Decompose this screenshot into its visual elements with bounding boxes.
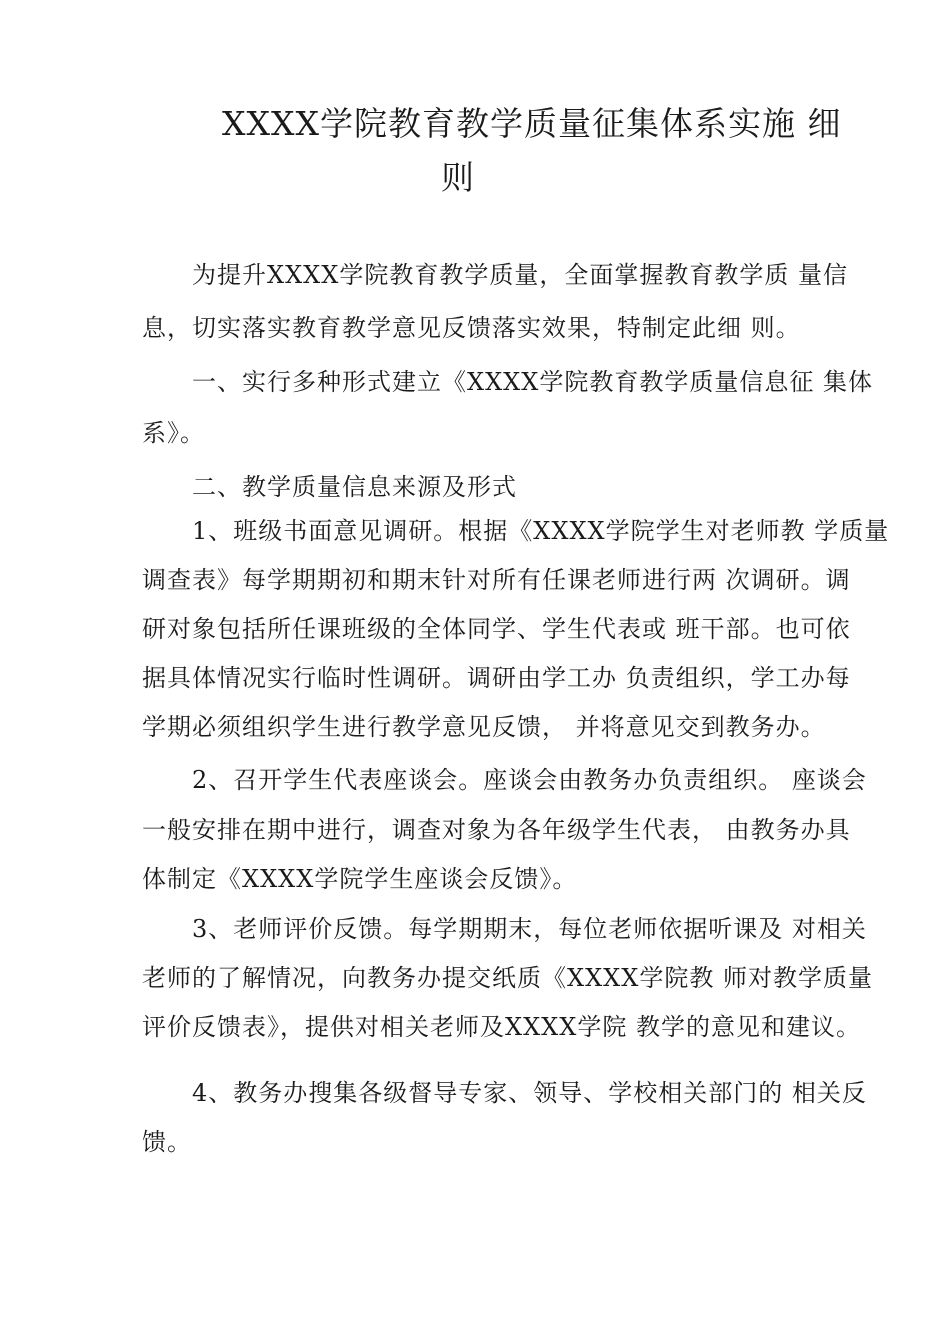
section-one-line-1: 一、实行多种形式建立《XXXX学院教育教学质量信息征 集体	[192, 368, 873, 396]
item-1-line-2: 调查表》每学期期初和期末针对所有任课老师进行两 次调研。调	[142, 566, 851, 594]
paragraph-intro-line-2: 息，切实落实教育教学意见反馈落实效果，特制定此细 则。	[142, 314, 801, 342]
item-2-line-1: 2、召开学生代表座谈会。座谈会由教务办负责组织。 座谈会	[192, 766, 867, 794]
item-1-line-4: 据具体情况实行临时性调研。调研由学工办 负责组织，学工办每	[142, 664, 851, 692]
document-title-line-2: 则	[441, 158, 475, 197]
item-2-line-2: 一般安排在期中进行，调查对象为各年级学生代表， 由教务办具	[142, 816, 851, 844]
item-1-line-1: 1、班级书面意见调研。根据《XXXX学院学生对老师教 学质量	[192, 517, 890, 545]
document-title-line-1: XXXX学院教育教学质量征集体系实施 细	[222, 104, 842, 143]
item-1-line-3: 研对象包括所任课班级的全体同学、学生代表或 班干部。也可依	[142, 615, 851, 643]
item-3-line-2: 老师的了解情况，向教务办提交纸质《XXXX学院教 师对教学质量	[142, 964, 873, 992]
paragraph-intro-line-1: 为提升XXXX学院教育教学质量，全面掌握教育教学质 量信	[192, 261, 848, 289]
item-3-line-3: 评价反馈表》，提供对相关老师及XXXX学院 教学的意见和建议。	[142, 1013, 861, 1041]
item-1-line-5: 学期必须组织学生进行教学意见反馈， 并将意见交到教务办。	[142, 713, 826, 741]
section-one-line-2: 系》。	[142, 419, 205, 447]
section-two-heading: 二、教学质量信息来源及形式	[192, 473, 517, 501]
item-4-line-2: 馈。	[142, 1128, 192, 1156]
item-4-line-1: 4、教务办搜集各级督导专家、领导、学校相关部门的 相关反	[192, 1079, 867, 1107]
item-2-line-3: 体制定《XXXX学院学生座谈会反馈》。	[142, 865, 578, 893]
item-3-line-1: 3、老师评价反馈。每学期期末，每位老师依据听课及 对相关	[192, 915, 867, 943]
